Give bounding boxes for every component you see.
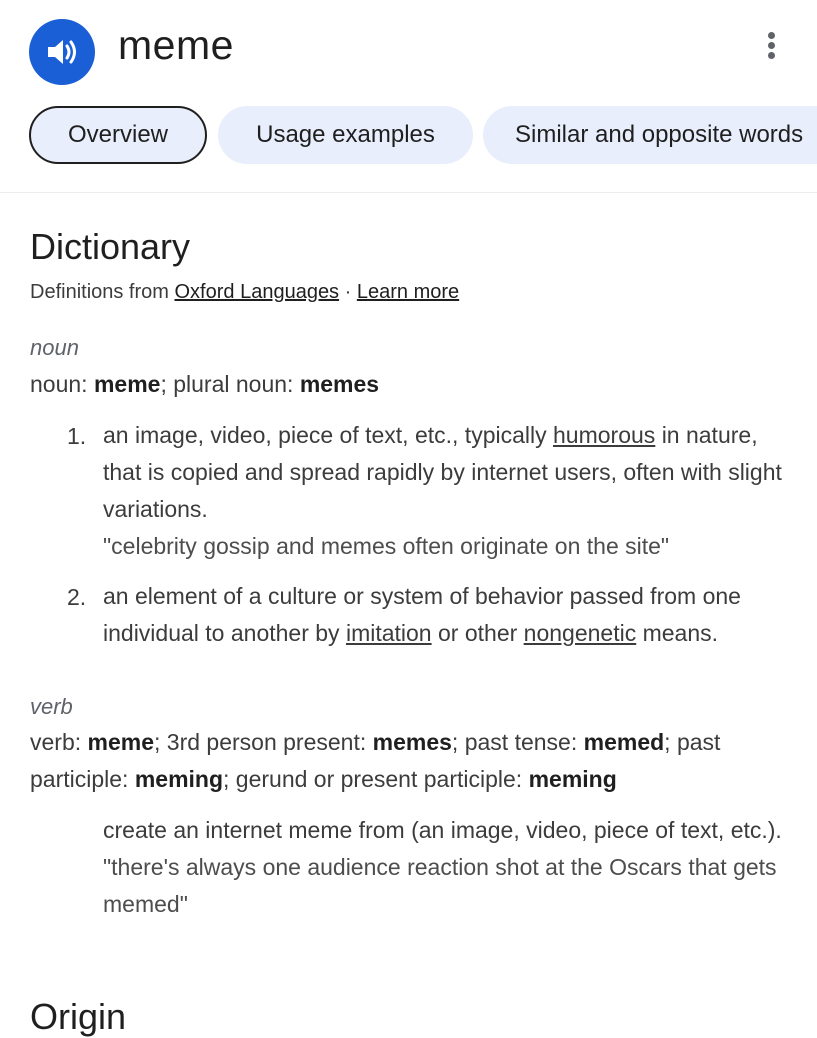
forms-label: ; 3rd person present: [154,729,367,755]
forms-word: meming [134,766,224,792]
more-vert-icon[interactable] [758,28,786,62]
forms-word: meme [93,371,161,397]
definition-text: create an internet meme from (an image, video, piece of text, etc.). [103,817,782,843]
definition-number: 2. [67,584,87,610]
verb-definition [103,812,783,923]
divider [0,192,817,193]
tab-similar-opposite-words[interactable]: Similar and opposite words [483,106,817,164]
forms-word: meming [528,766,617,792]
dictionary-source [30,281,459,304]
headword: meme [118,22,234,68]
tab-bar [0,106,817,166]
humorous-link[interactable]: humorous [553,422,656,448]
definition-text: an image, video, piece of text, etc., typically [103,422,547,448]
tab-overview[interactable]: Overview [29,106,207,164]
header [0,0,817,100]
definition-1 [103,417,783,565]
imitation-link[interactable]: imitation [345,620,432,646]
definition-2 [103,578,783,652]
definition-text: means. [642,620,719,646]
forms-label: ; past tense: [451,729,578,755]
verb-forms [30,724,790,798]
forms-label: verb: [30,729,82,755]
section-title-dictionary: Dictionary [30,226,191,267]
forms-word: memes [372,729,452,755]
oxford-languages-link[interactable]: Oxford Languages [174,281,340,303]
pos-noun: noun [30,335,79,360]
pos-verb: verb [30,694,73,719]
forms-label: noun: [30,371,88,397]
example-sentence: "celebrity gossip and memes often originate on the site" [103,533,670,559]
forms-word: meme [87,729,155,755]
definition-number: 1. [67,423,87,449]
pronunciation-button[interactable] [29,19,95,85]
forms-label: ; gerund or present participle: [223,766,523,792]
tab-usage-examples[interactable]: Usage examples [218,106,473,164]
speaker-icon [45,37,79,67]
example-sentence: "there's always one audience reaction shot at the Oscars that gets memed" [103,854,777,917]
noun-forms [30,366,790,403]
plural-label: ; plural noun: [160,371,294,397]
plural-word: memes [299,371,380,397]
learn-more-link[interactable]: Learn more [356,281,460,303]
nongenetic-link[interactable]: nongenetic [523,620,637,646]
forms-label: ; past participle: [30,729,721,792]
definition-text: an element of a culture or system of behavior passed from one individual to another by [103,583,741,646]
separator: · [344,281,352,303]
definition-text: or other [438,620,518,646]
definition-text: in nature, that is copied and spread rapidly by internet users, often with slight variations. [103,422,782,522]
source-prefix: Definitions from [30,281,169,303]
section-title-origin: Origin [30,996,127,1037]
forms-word: memed [583,729,665,755]
